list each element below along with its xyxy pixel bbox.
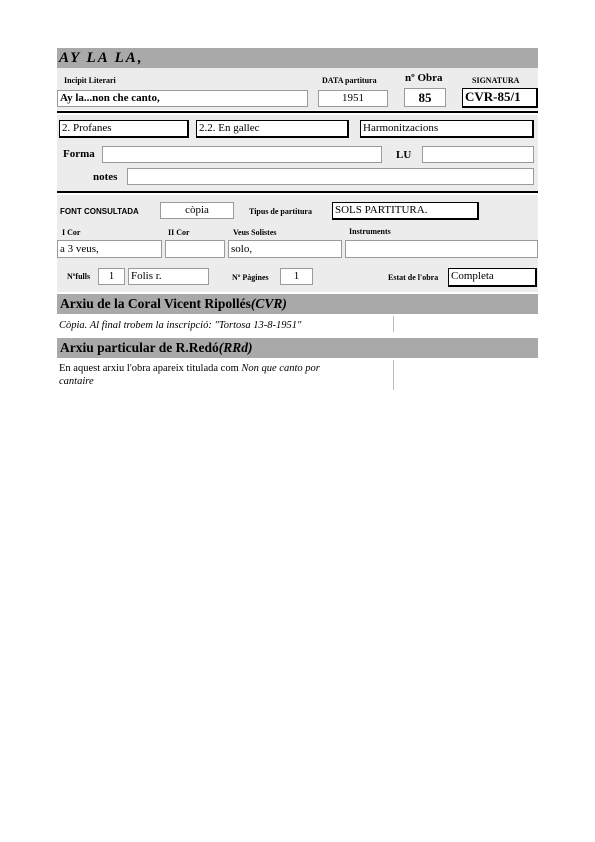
i-cor-field[interactable]: a 3 veus,	[57, 240, 162, 258]
forma-field[interactable]	[102, 146, 382, 163]
estat-obra-field[interactable]: Completa	[448, 268, 537, 287]
archive-note-italic: cantaire	[59, 376, 94, 387]
archive-title-cvr	[60, 294, 287, 314]
work-title: AY LA LA,	[59, 50, 144, 66]
category-field-3[interactable]: Harmonitzacions	[360, 120, 534, 138]
divider	[57, 191, 538, 193]
data-partitura-field[interactable]: 1951	[318, 90, 388, 107]
veus-solistes-field[interactable]: solo,	[228, 240, 342, 258]
incipit-field[interactable]: Ay la...non che canto,	[57, 90, 308, 107]
ii-cor-label: II Cor	[168, 228, 190, 237]
archive-title-code: (RRd)	[218, 340, 253, 355]
lu-field[interactable]	[422, 146, 534, 163]
n-obra-field[interactable]: 85	[404, 88, 446, 107]
estat-obra-label: Estat de l'obra	[388, 273, 439, 282]
tipus-partitura-field[interactable]: SOLS PARTITURA.	[332, 202, 479, 220]
n-fulls-field[interactable]: 1	[98, 268, 125, 285]
n-pagines-field[interactable]: 1	[280, 268, 313, 285]
n-fulls-label: Nºfulls	[67, 272, 91, 281]
archive-note-cvr: Còpia. Al final trobem la inscripció: "Tortosa 13-8-1951"	[59, 320, 302, 331]
n-obra-label: nº Obra	[405, 72, 443, 84]
archive-title-main: Arxiu de la Coral Vicent Ripollés	[60, 296, 251, 311]
signatura-label: SIGNATURA	[472, 76, 520, 85]
category-field-1[interactable]: 2. Profanes	[59, 120, 189, 138]
tipus-partitura-label: Tipus de partitura	[249, 207, 312, 216]
archive-note-rrd	[59, 362, 389, 388]
notes-label: notes	[93, 171, 118, 183]
veus-solistes-label: Veus Solistes	[233, 228, 277, 237]
i-cor-label: I Cor	[62, 228, 81, 237]
archive-note-text: En aquest arxiu l'obra apareix titulada com	[59, 363, 242, 374]
archive-note-italic: Non que canto por	[241, 363, 320, 374]
folis-field[interactable]: Folis r.	[128, 268, 209, 285]
lu-label: LU	[396, 149, 412, 161]
column-separator	[393, 360, 394, 390]
category-field-2[interactable]: 2.2. En gallec	[196, 120, 349, 138]
signatura-field[interactable]: CVR-85/1	[462, 88, 538, 108]
font-consultada-field[interactable]: còpia	[160, 202, 234, 219]
archive-title-rrd	[60, 338, 253, 358]
instruments-field[interactable]	[345, 240, 538, 258]
archive-title-code: (CVR)	[250, 296, 287, 311]
archive-title-main: Arxiu particular de R.Redó	[60, 340, 219, 355]
notes-field[interactable]	[127, 168, 534, 185]
divider	[57, 111, 538, 113]
instruments-label: Instruments	[349, 227, 391, 236]
forma-label: Forma	[63, 148, 95, 160]
column-separator	[393, 316, 394, 332]
font-consultada-label: FONT CONSULTADA	[60, 207, 139, 216]
ii-cor-field[interactable]	[165, 240, 225, 258]
data-partitura-label: DATA partitura	[322, 76, 377, 85]
incipit-label: Incipit Literari	[64, 76, 116, 85]
n-pagines-label: Nº Pàgines	[232, 273, 269, 282]
